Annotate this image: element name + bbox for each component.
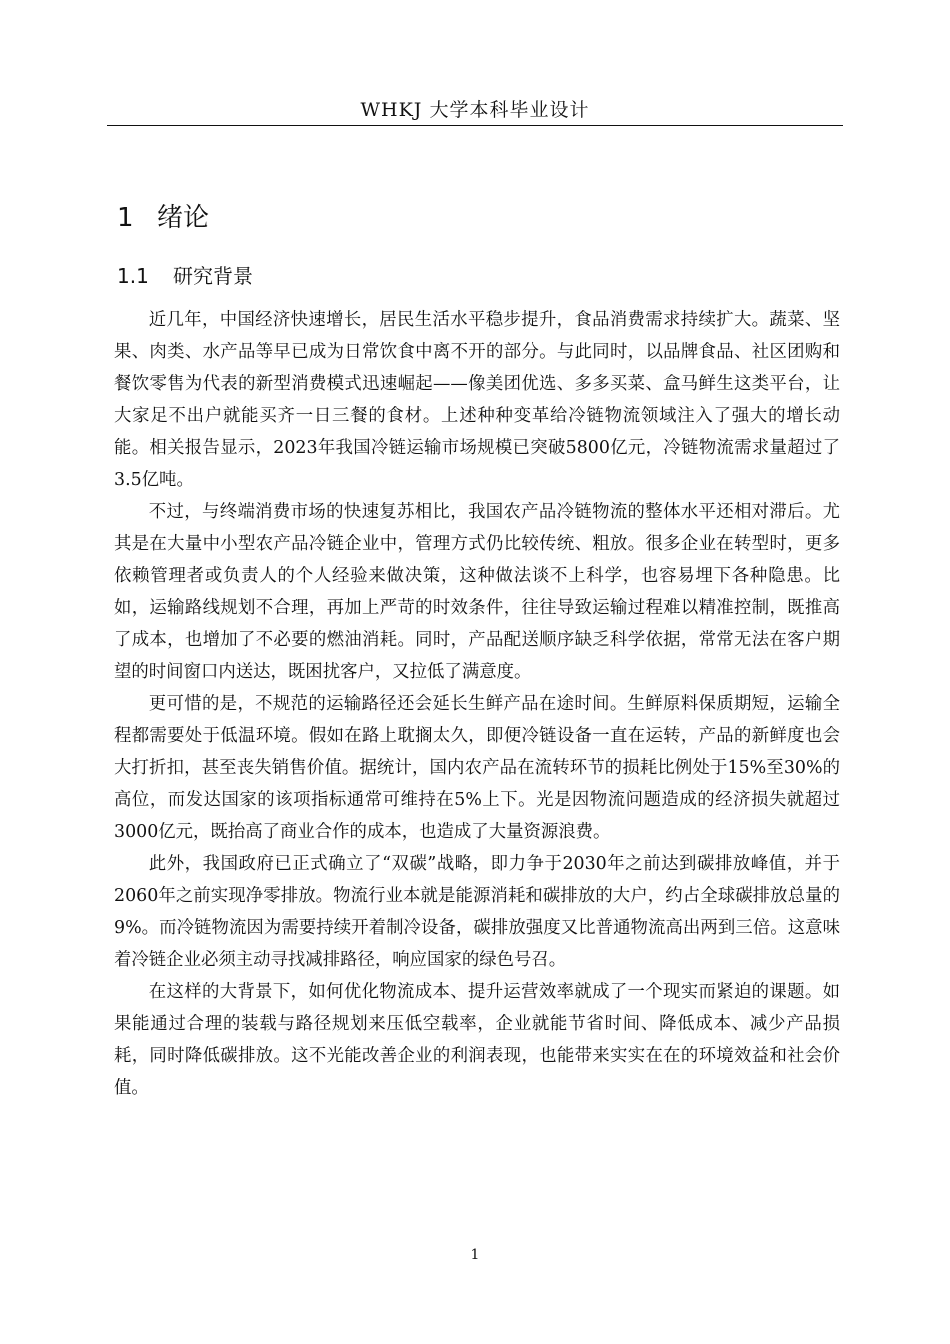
section-number: 1.1: [117, 264, 149, 288]
body-text: [114, 304, 840, 1104]
page-number: 1: [470, 1247, 480, 1263]
chapter-title: 绪论: [157, 203, 210, 233]
section-heading: [117, 259, 253, 293]
paragraph: 不过，与终端消费市场的快速复苏相比，我国农产品冷链物流的整体水平还相对滞后。尤其是在大量中小型农产品冷链企业中，管理方式仍比较传统、粗放。很多企业在转型时，更多依赖管理者或负责人的个人经验来做决策，这种做法谈不上科学，也容易埋下各种隐患。比如，运输路线规划不合理，再加上严苛的时效条件，往往导致运输过程难以精准控制，既推高了成本，也增加了不必要的燃油消耗。同时，产品配送顺序缺乏科学依据，常常无法在客户期望的时间窗口内送达，既困扰客户，又拉低了满意度。: [114, 502, 840, 682]
paragraph: 在这样的大背景下，如何优化物流成本、提升运营效率就成了一个现实而紧迫的课题。如果能通过合理的装载与路径规划来压低空载率，企业就能节省时间、降低成本、减少产品损耗，同时降低碳排放。这不光能改善企业的利润表现，也能带来实实在在的环境效益和社会价值。: [114, 982, 840, 1098]
paragraph: 此外，我国政府已正式确立了“双碳”战略，即力争于2030年之前达到碳排放峰值，并于2060年之前实现净零排放。物流行业本就是能源消耗和碳排放的大户，约占全球碳排放总量的9%。而冷链物流因为需要持续开着制冷设备，碳排放强度又比普通物流高出两到三倍。这意味着冷链企业必须主动寻找减排路径，响应国家的绿色号召。: [114, 854, 840, 970]
paragraph: 更可惜的是，不规范的运输路径还会延长生鲜产品在途时间。生鲜原料保质期短，运输全程都需要处于低温环境。假如在路上耽搁太久，即便冷链设备一直在运转，产品的新鲜度也会大打折扣，甚至丧失销售价值。据统计，国内农产品在流转环节的损耗比例处于15%至30%的高位，而发达国家的该项指标通常可维持在5%上下。光是因物流问题造成的经济损失就超过3000亿元，既抬高了商业合作的成本，也造成了大量资源浪费。: [114, 694, 840, 842]
section-title: 研究背景: [173, 264, 253, 288]
paragraph: 近几年，中国经济快速增长，居民生活水平稳步提升，食品消费需求持续扩大。蔬菜、坚果、肉类、水产品等早已成为日常饮食中离不开的部分。与此同时，以品牌食品、社区团购和餐饮零售为代表的新型消费模式迅速崛起——像美团优选、多多买菜、盒马鲜生这类平台，让大家足不出户就能买齐一日三餐的食材。上述种种变革给冷链物流领域注入了强大的增长动能。相关报告显示，2023年我国冷链运输市场规模已突破5800亿元，冷链物流需求量超过了3.5亿吨。: [114, 310, 840, 490]
header-divider: [107, 125, 843, 126]
chapter-number: 1: [117, 203, 134, 233]
page-header: WHKJ 大学本科毕业设计: [360, 99, 590, 121]
chapter-heading: [117, 198, 209, 238]
